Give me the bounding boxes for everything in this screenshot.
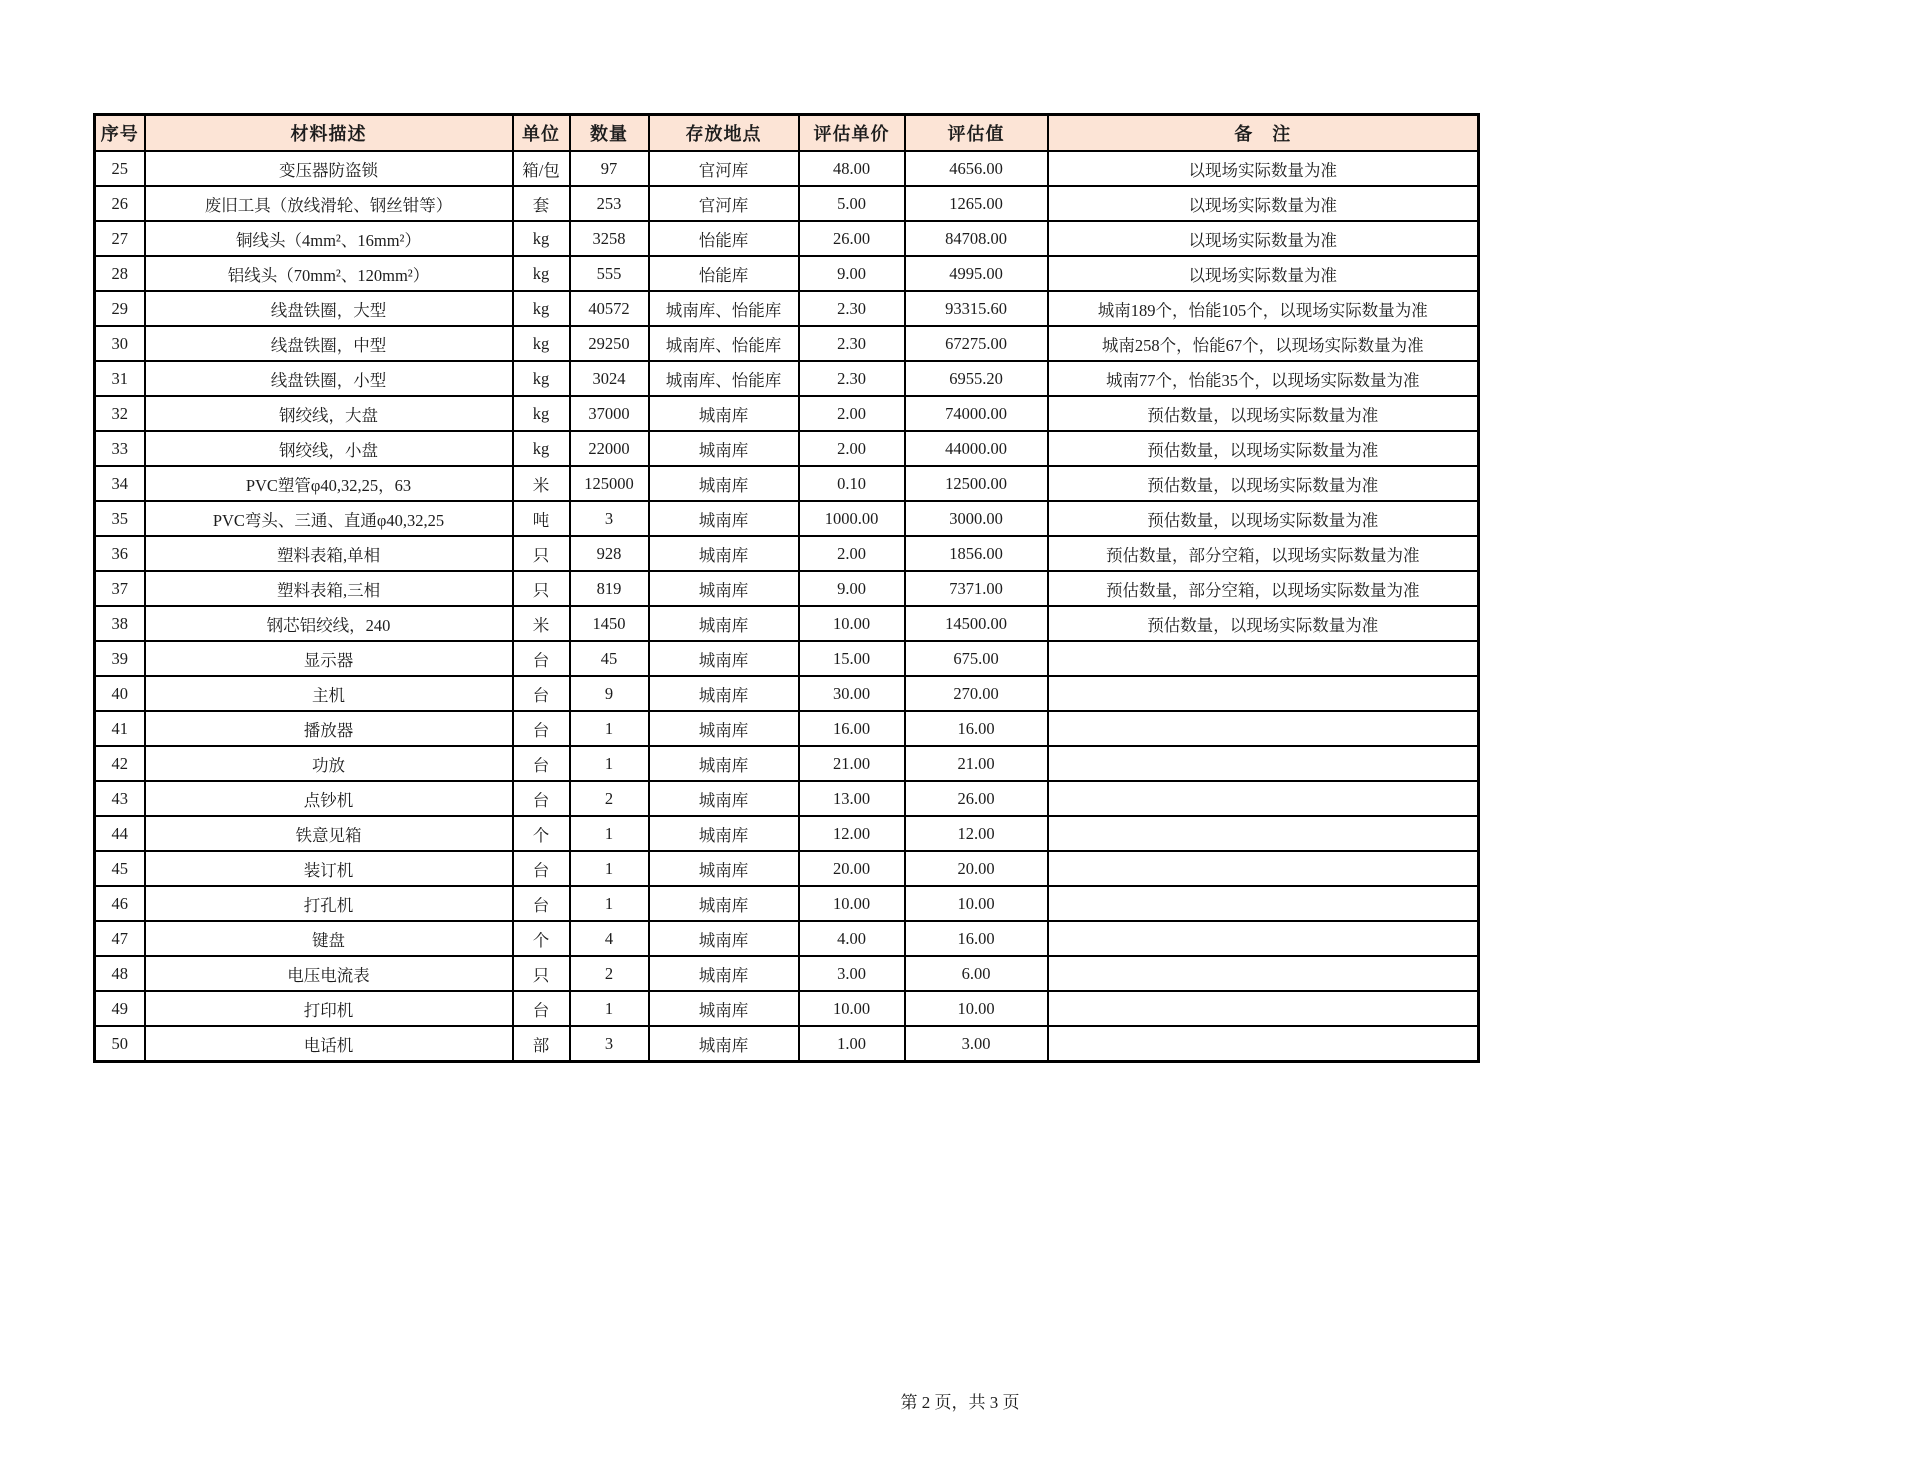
cell-description: 打印机 [145,991,513,1026]
cell-remark: 城南77个，怡能35个，以现场实际数量为准 [1048,361,1479,396]
cell-assessed-value: 93315.60 [905,291,1048,326]
table-body [95,151,1479,1062]
cell-quantity: 40572 [570,291,649,326]
cell-unit-price: 30.00 [799,676,905,711]
cell-location: 城南库 [649,921,799,956]
cell-assessed-value: 26.00 [905,781,1048,816]
cell-description: 显示器 [145,641,513,676]
cell-assessed-value: 1265.00 [905,186,1048,221]
cell-index: 35 [95,501,145,536]
cell-index: 30 [95,326,145,361]
cell-assessed-value: 4995.00 [905,256,1048,291]
table-row [95,396,1479,431]
cell-index: 48 [95,956,145,991]
header-remark: 备 注 [1048,115,1479,152]
cell-description: 塑料表箱,单相 [145,536,513,571]
cell-description: PVC弯头、三通、直通φ40,32,25 [145,501,513,536]
page-number-footer: 第 2 页，共 3 页 [900,1393,1020,1412]
cell-quantity: 1 [570,746,649,781]
cell-unit: 台 [513,851,570,886]
cell-assessed-value: 3.00 [905,1026,1048,1062]
cell-assessed-value: 10.00 [905,991,1048,1026]
cell-quantity: 4 [570,921,649,956]
cell-unit-price: 0.10 [799,466,905,501]
cell-quantity: 3258 [570,221,649,256]
cell-unit: 台 [513,676,570,711]
cell-assessed-value: 21.00 [905,746,1048,781]
cell-quantity: 37000 [570,396,649,431]
cell-quantity: 97 [570,151,649,186]
cell-index: 34 [95,466,145,501]
cell-unit: kg [513,326,570,361]
cell-remark: 预估数量，以现场实际数量为准 [1048,396,1479,431]
cell-assessed-value: 84708.00 [905,221,1048,256]
cell-location: 城南库、怡能库 [649,361,799,396]
cell-quantity: 819 [570,571,649,606]
cell-unit-price: 2.30 [799,326,905,361]
cell-location: 城南库 [649,466,799,501]
cell-unit: 只 [513,536,570,571]
cell-remark [1048,991,1479,1026]
header-index: 序号 [95,115,145,152]
cell-unit: 米 [513,466,570,501]
cell-location: 城南库 [649,571,799,606]
cell-location: 官河库 [649,151,799,186]
cell-description: 点钞机 [145,781,513,816]
cell-quantity: 45 [570,641,649,676]
cell-quantity: 928 [570,536,649,571]
cell-quantity: 1450 [570,606,649,641]
cell-assessed-value: 6.00 [905,956,1048,991]
cell-remark: 以现场实际数量为准 [1048,151,1479,186]
cell-description: 播放器 [145,711,513,746]
cell-remark [1048,781,1479,816]
cell-index: 25 [95,151,145,186]
cell-description: 电压电流表 [145,956,513,991]
cell-index: 50 [95,1026,145,1062]
cell-quantity: 1 [570,886,649,921]
cell-unit: kg [513,291,570,326]
cell-quantity: 3024 [570,361,649,396]
cell-index: 43 [95,781,145,816]
cell-quantity: 1 [570,816,649,851]
cell-unit-price: 9.00 [799,571,905,606]
cell-index: 49 [95,991,145,1026]
cell-description: 铜线头（4mm²、16mm²） [145,221,513,256]
cell-quantity: 2 [570,956,649,991]
cell-unit-price: 2.00 [799,431,905,466]
cell-index: 29 [95,291,145,326]
cell-quantity: 22000 [570,431,649,466]
cell-unit: kg [513,361,570,396]
cell-location: 城南库 [649,746,799,781]
cell-location: 城南库 [649,956,799,991]
cell-unit: kg [513,396,570,431]
cell-remark: 预估数量，以现场实际数量为准 [1048,466,1479,501]
cell-quantity: 125000 [570,466,649,501]
cell-assessed-value: 67275.00 [905,326,1048,361]
cell-location: 城南库、怡能库 [649,326,799,361]
cell-unit: 个 [513,921,570,956]
cell-unit-price: 3.00 [799,956,905,991]
cell-remark: 预估数量，以现场实际数量为准 [1048,431,1479,466]
table-row [95,606,1479,641]
cell-remark [1048,956,1479,991]
cell-unit: kg [513,221,570,256]
cell-unit-price: 2.00 [799,536,905,571]
cell-unit-price: 2.30 [799,291,905,326]
cell-quantity: 9 [570,676,649,711]
cell-location: 城南库 [649,781,799,816]
table-header-row [95,115,1479,152]
cell-location: 城南库 [649,641,799,676]
cell-assessed-value: 7371.00 [905,571,1048,606]
cell-unit: 个 [513,816,570,851]
cell-unit: 台 [513,991,570,1026]
cell-remark: 城南189个，怡能105个，以现场实际数量为准 [1048,291,1479,326]
cell-description: 线盘铁圈，中型 [145,326,513,361]
table-row [95,256,1479,291]
cell-unit: 台 [513,746,570,781]
cell-remark: 预估数量，部分空箱，以现场实际数量为准 [1048,571,1479,606]
cell-description: 钢芯铝绞线，240 [145,606,513,641]
cell-location: 怡能库 [649,221,799,256]
cell-description: PVC塑管φ40,32,25，63 [145,466,513,501]
cell-location: 城南库 [649,816,799,851]
cell-quantity: 1 [570,711,649,746]
table-row [95,921,1479,956]
cell-assessed-value: 12500.00 [905,466,1048,501]
table-row [95,326,1479,361]
table-row [95,536,1479,571]
cell-remark [1048,886,1479,921]
cell-remark: 以现场实际数量为准 [1048,186,1479,221]
cell-unit-price: 10.00 [799,886,905,921]
cell-index: 40 [95,676,145,711]
cell-remark [1048,746,1479,781]
cell-unit-price: 12.00 [799,816,905,851]
cell-unit: 只 [513,956,570,991]
table-row [95,746,1479,781]
cell-quantity: 1 [570,851,649,886]
cell-location: 城南库 [649,501,799,536]
cell-index: 31 [95,361,145,396]
cell-index: 28 [95,256,145,291]
cell-unit-price: 2.30 [799,361,905,396]
cell-assessed-value: 20.00 [905,851,1048,886]
table-row [95,466,1479,501]
cell-unit-price: 10.00 [799,991,905,1026]
cell-description: 变压器防盗锁 [145,151,513,186]
cell-location: 城南库 [649,431,799,466]
cell-unit-price: 26.00 [799,221,905,256]
cell-description: 铝线头（70mm²、120mm²） [145,256,513,291]
table-row [95,641,1479,676]
cell-location: 城南库 [649,991,799,1026]
table-row [95,431,1479,466]
table-row [95,1026,1479,1062]
cell-description: 电话机 [145,1026,513,1062]
header-unit: 单位 [513,115,570,152]
table-row [95,291,1479,326]
cell-unit: kg [513,256,570,291]
table-row [95,571,1479,606]
cell-remark [1048,711,1479,746]
cell-description: 键盘 [145,921,513,956]
table-row [95,991,1479,1026]
cell-quantity: 2 [570,781,649,816]
cell-unit-price: 1.00 [799,1026,905,1062]
cell-remark: 城南258个，怡能67个，以现场实际数量为准 [1048,326,1479,361]
cell-index: 42 [95,746,145,781]
cell-index: 27 [95,221,145,256]
cell-location: 官河库 [649,186,799,221]
header-unit-price: 评估单价 [799,115,905,152]
cell-index: 41 [95,711,145,746]
cell-unit-price: 9.00 [799,256,905,291]
cell-quantity: 3 [570,1026,649,1062]
cell-location: 城南库 [649,886,799,921]
cell-quantity: 1 [570,991,649,1026]
cell-unit: 台 [513,886,570,921]
cell-location: 城南库、怡能库 [649,291,799,326]
cell-index: 47 [95,921,145,956]
cell-assessed-value: 6955.20 [905,361,1048,396]
cell-unit-price: 1000.00 [799,501,905,536]
cell-assessed-value: 10.00 [905,886,1048,921]
table-row [95,151,1479,186]
cell-location: 城南库 [649,676,799,711]
cell-index: 46 [95,886,145,921]
cell-unit: 台 [513,711,570,746]
cell-assessed-value: 1856.00 [905,536,1048,571]
cell-unit: 部 [513,1026,570,1062]
cell-unit: 只 [513,571,570,606]
cell-index: 26 [95,186,145,221]
cell-location: 怡能库 [649,256,799,291]
cell-quantity: 555 [570,256,649,291]
cell-unit-price: 4.00 [799,921,905,956]
table-row [95,186,1479,221]
cell-description: 废旧工具（放线滑轮、钢丝钳等） [145,186,513,221]
cell-remark [1048,676,1479,711]
cell-unit: 米 [513,606,570,641]
cell-remark: 以现场实际数量为准 [1048,256,1479,291]
cell-description: 线盘铁圈，大型 [145,291,513,326]
cell-index: 37 [95,571,145,606]
table-row [95,781,1479,816]
cell-assessed-value: 16.00 [905,921,1048,956]
cell-unit-price: 48.00 [799,151,905,186]
table-row [95,221,1479,256]
table-row [95,851,1479,886]
cell-index: 32 [95,396,145,431]
cell-description: 铁意见箱 [145,816,513,851]
cell-description: 线盘铁圈，小型 [145,361,513,396]
cell-unit: 台 [513,641,570,676]
cell-location: 城南库 [649,1026,799,1062]
cell-description: 塑料表箱,三相 [145,571,513,606]
materials-table [93,113,1480,1063]
cell-location: 城南库 [649,711,799,746]
cell-remark [1048,1026,1479,1062]
cell-remark [1048,851,1479,886]
cell-remark: 预估数量，部分空箱，以现场实际数量为准 [1048,536,1479,571]
cell-assessed-value: 675.00 [905,641,1048,676]
cell-unit: 吨 [513,501,570,536]
cell-unit-price: 15.00 [799,641,905,676]
header-location: 存放地点 [649,115,799,152]
cell-assessed-value: 16.00 [905,711,1048,746]
cell-quantity: 3 [570,501,649,536]
cell-location: 城南库 [649,851,799,886]
cell-unit: 套 [513,186,570,221]
cell-unit-price: 2.00 [799,396,905,431]
cell-index: 39 [95,641,145,676]
cell-index: 45 [95,851,145,886]
cell-quantity: 253 [570,186,649,221]
cell-remark: 预估数量，以现场实际数量为准 [1048,501,1479,536]
cell-remark [1048,816,1479,851]
cell-location: 城南库 [649,606,799,641]
cell-unit: kg [513,431,570,466]
cell-unit-price: 16.00 [799,711,905,746]
cell-description: 主机 [145,676,513,711]
table-row [95,711,1479,746]
table-row [95,361,1479,396]
cell-unit-price: 20.00 [799,851,905,886]
table-row [95,676,1479,711]
cell-assessed-value: 12.00 [905,816,1048,851]
header-quantity: 数量 [570,115,649,152]
cell-description: 钢绞线，小盘 [145,431,513,466]
cell-remark [1048,921,1479,956]
table-row [95,501,1479,536]
cell-unit-price: 21.00 [799,746,905,781]
cell-description: 功放 [145,746,513,781]
header-description: 材料描述 [145,115,513,152]
cell-unit-price: 10.00 [799,606,905,641]
cell-assessed-value: 74000.00 [905,396,1048,431]
cell-index: 38 [95,606,145,641]
cell-remark: 以现场实际数量为准 [1048,221,1479,256]
header-assessed-value: 评估值 [905,115,1048,152]
cell-description: 装订机 [145,851,513,886]
cell-location: 城南库 [649,536,799,571]
cell-unit-price: 5.00 [799,186,905,221]
cell-unit: 台 [513,781,570,816]
cell-remark: 预估数量，以现场实际数量为准 [1048,606,1479,641]
cell-quantity: 29250 [570,326,649,361]
table-row [95,816,1479,851]
cell-index: 36 [95,536,145,571]
cell-assessed-value: 14500.00 [905,606,1048,641]
cell-assessed-value: 270.00 [905,676,1048,711]
table-row [95,956,1479,991]
cell-unit-price: 13.00 [799,781,905,816]
cell-location: 城南库 [649,396,799,431]
cell-description: 打孔机 [145,886,513,921]
cell-description: 钢绞线，大盘 [145,396,513,431]
table-row [95,886,1479,921]
cell-index: 44 [95,816,145,851]
cell-unit: 箱/包 [513,151,570,186]
cell-assessed-value: 44000.00 [905,431,1048,466]
cell-assessed-value: 3000.00 [905,501,1048,536]
cell-remark [1048,641,1479,676]
cell-index: 33 [95,431,145,466]
cell-assessed-value: 4656.00 [905,151,1048,186]
